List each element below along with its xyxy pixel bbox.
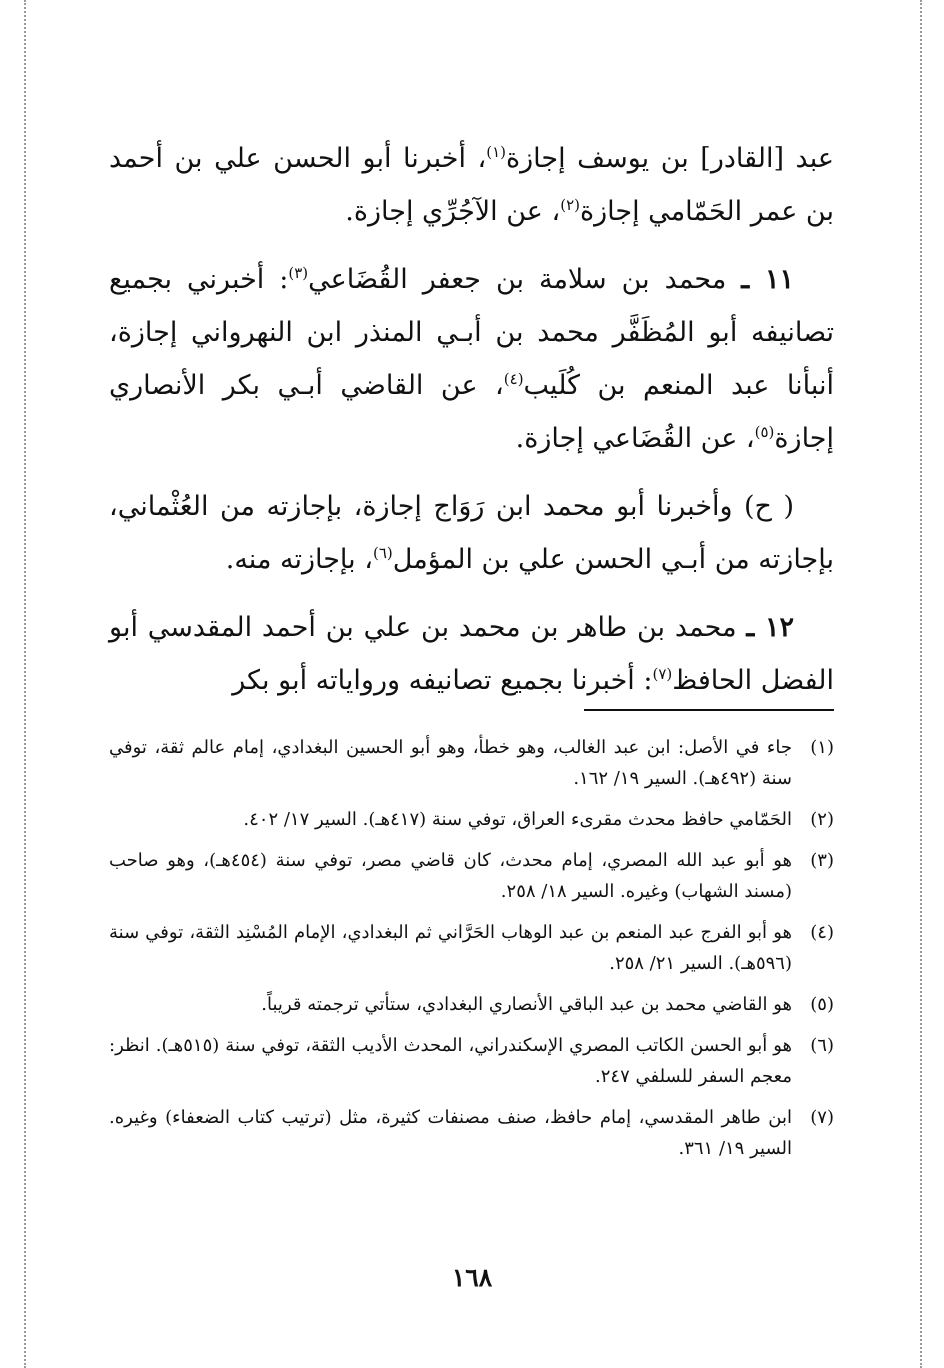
footnote-ref-7[interactable]: (٧) bbox=[652, 665, 673, 683]
page-number: ١٦٨ bbox=[451, 1263, 493, 1292]
right-margin-dotted-line bbox=[920, 0, 922, 1368]
footnote-number: (٥) bbox=[810, 994, 834, 1015]
paragraph-text: ، أخبرنا أبو الحسن علي بن أحمد بن عمر الحَمّامي إجازة bbox=[109, 143, 834, 227]
footnote-7 bbox=[109, 1102, 834, 1164]
footnote-2 bbox=[109, 804, 834, 835]
footnote-ref-1[interactable]: (١) bbox=[486, 143, 506, 161]
main-text-body bbox=[109, 132, 834, 722]
entry-number: ١٢ ـ bbox=[746, 612, 794, 643]
paragraph-continuation bbox=[109, 132, 834, 238]
paragraph-text: ، عن الآجُرِّي إجازة. bbox=[345, 196, 561, 227]
entry-12 bbox=[109, 601, 834, 707]
paragraph-text: ، عن القاضي أبـي بكر الأنصاري إجازة bbox=[109, 370, 834, 454]
entry-number: ١١ ـ bbox=[741, 264, 794, 295]
footnote-number: (٤) bbox=[810, 922, 834, 943]
footnote-text: هو أبو الفرج عبد المنعم بن عبد الوهاب الحَرَّاني ثم البغدادي، الإمام المُسْنِد الثقة، توفي سنة (٥٩٦هـ). السير ٢١/ ٢٥٨. bbox=[109, 922, 792, 974]
footnote-text: هو أبو الحسن الكاتب المصري الإسكندراني، المحدث الأديب الثقة، توفي سنة (٥١٥هـ). انظر: معجم السفر للسلفي ٢٤٧. bbox=[109, 1035, 792, 1087]
footnote-text: ابن طاهر المقدسي، إمام حافظ، صنف مصنفات كثيرة، مثل (ترتيب كتاب الضعفاء) وغيره. السير ١٩/ ٣٦١. bbox=[109, 1107, 792, 1159]
entry-11 bbox=[109, 253, 834, 465]
paragraph-text: عبد [القادر] بن يوسف إجازة bbox=[506, 143, 834, 174]
entry-11-alt-chain bbox=[109, 480, 834, 586]
footnote-6 bbox=[109, 1030, 834, 1092]
footnote-number: (٧) bbox=[810, 1107, 834, 1128]
footnote-separator bbox=[584, 709, 834, 711]
paragraph-text: محمد بن طاهر بن محمد بن علي بن أحمد المقدسي أبو الفضل الحافظ bbox=[109, 612, 834, 696]
paragraph-text: محمد بن سلامة بن جعفر القُضَاعي bbox=[308, 264, 727, 295]
paragraph-text: : أخبرنا بجميع تصانيفه ورواياته أبو بكر bbox=[232, 665, 653, 696]
footnote-text: هو أبو عبد الله المصري، إمام محدث، كان قاضي مصر، توفي سنة (٤٥٤هـ)، وهو صاحب (مسند الشهاب) وغيره. السير ١٨/ ٢٥٨. bbox=[109, 850, 792, 902]
footnote-ref-4[interactable]: (٤) bbox=[503, 370, 524, 388]
footnote-number: (١) bbox=[810, 737, 834, 758]
paragraph-text: : أخبرني بجميع تصانيفه أبو المُظَفَّر محمد بن أبـي المنذر ابن النهرواني إجازة، أنبأنا عبد المنعم بن كُلَيب bbox=[109, 264, 834, 401]
footnote-text: الحَمّامي حافظ محدث مقرىء العراق، توفي سنة (٤١٧هـ). السير ١٧/ ٤٠٢. bbox=[243, 809, 792, 830]
footnote-4 bbox=[109, 917, 834, 979]
paragraph-text: ، بإجازته منه. bbox=[225, 544, 373, 575]
footnote-ref-2[interactable]: (٢) bbox=[560, 196, 580, 214]
footnote-ref-3[interactable]: (٣) bbox=[288, 264, 309, 282]
footnote-number: (٢) bbox=[810, 809, 834, 830]
left-margin-dotted-line bbox=[24, 0, 26, 1368]
footnote-text: جاء في الأصل: ابن عبد الغالب، وهو خطأ، وهو أبو الحسين البغدادي، إمام عالم ثقة، توفي سنة (٤٩٢هـ). السير ١٩/ ١٦٢. bbox=[109, 737, 792, 789]
footnotes-section bbox=[109, 732, 834, 1174]
footnote-3 bbox=[109, 845, 834, 907]
paragraph-text: ( ح) وأخبرنا أبو محمد ابن رَوَاج إجازة، بإجازته من العُثْماني، بإجازته من أبـي الحسن علي بن المؤمل bbox=[109, 491, 834, 575]
footnote-number: (٣) bbox=[810, 850, 834, 871]
footnote-number: (٦) bbox=[810, 1035, 834, 1056]
footnote-ref-6[interactable]: (٦) bbox=[372, 544, 393, 562]
footnote-text: هو القاضي محمد بن عبد الباقي الأنصاري البغدادي، ستأتي ترجمته قريباً. bbox=[261, 994, 792, 1015]
footnote-5 bbox=[109, 989, 834, 1020]
paragraph-text: ، عن القُضَاعي إجازة. bbox=[515, 423, 755, 454]
footnote-ref-5[interactable]: (٥) bbox=[754, 423, 775, 441]
footnote-1 bbox=[109, 732, 834, 794]
